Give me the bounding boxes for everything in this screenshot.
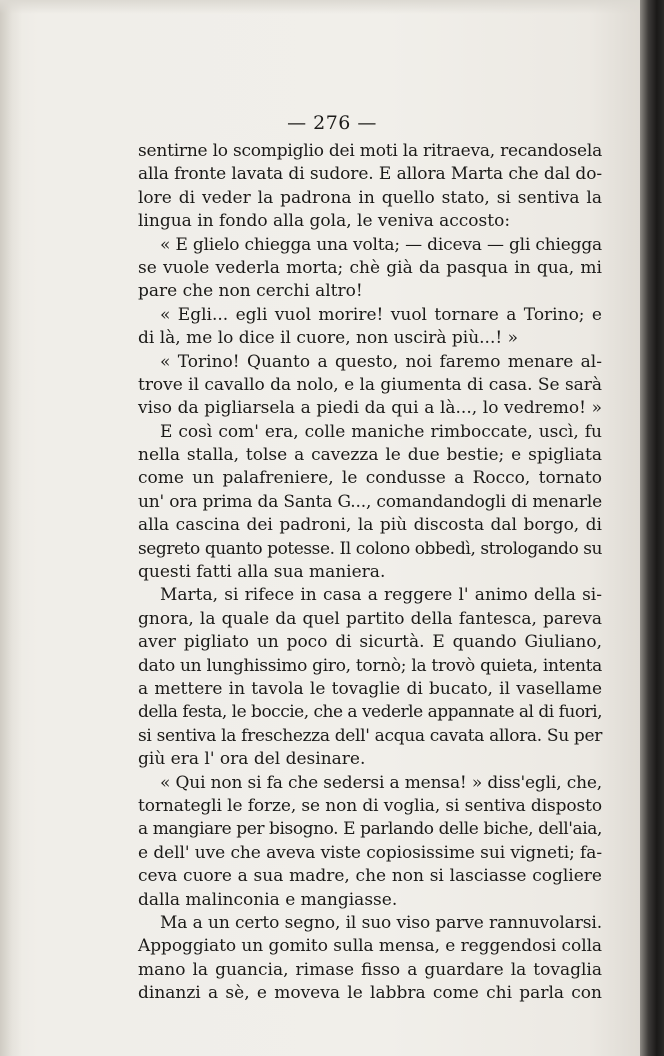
text-line: alla fronte lavata di sudore. E allora Marta che dal do- <box>138 164 603 185</box>
text-line: aver pigliato un poco di sicurtà. E quando Giuliano, <box>138 632 602 653</box>
text-line: della festa, le boccie, che a vederle appannate al di fuori, <box>138 702 603 723</box>
text-line: questi fatti alla sua maniera. <box>138 562 386 583</box>
text-line: come un palafreniere, le condusse a Rocco, tornato <box>138 468 602 489</box>
text-line: « Torino! Quanto a questo, noi faremo menare al- <box>160 351 602 372</box>
text-line: a mangiare per bisogno. E parlando delle biche, dell'aia, <box>138 819 602 840</box>
text-line: lore di veder la padrona in quello stato, si sentiva la <box>138 187 602 208</box>
body-text <box>138 140 602 1005</box>
text-line: dalla malinconia e mangiasse. <box>138 889 398 910</box>
text-line: mano la guancia, rimase fisso a guardare la tovaglia <box>138 959 602 980</box>
text-line: dinanzi a sè, e moveva le labbra come chi parla con <box>138 983 602 1004</box>
text-line: pare che non cerchi altro! <box>138 281 363 302</box>
text-line: gnora, la quale da quel partito della fantesca, pareva <box>138 608 602 629</box>
binding-shadow <box>0 0 22 1056</box>
text-line: « Egli... egli vuol morire! vuol tornare a Torino; e <box>160 304 602 325</box>
text-line: nella stalla, tolse a cavezza le due bestie; e spigliata <box>138 445 602 466</box>
text-line: « E glielo chiegga una volta; — diceva — gli chiegga <box>160 234 603 255</box>
text-line: ceva cuore a sua madre, che non si lasciasse cogliere <box>138 866 602 887</box>
text-line: « Qui non si fa che sedersi a mensa! » diss'egli, che, <box>160 772 603 793</box>
text-line: sentirne lo scompiglio dei moti la ritraeva, recandosela <box>138 141 602 161</box>
text-line: dato un lunghissimo giro, tornò; la trovò quieta, intenta <box>138 655 602 676</box>
text-line: giù era l' ora del desinare. <box>138 749 366 770</box>
text-line: se vuole vederla morta; chè già da pasqua in qua, mi <box>138 257 602 278</box>
text-line: E così com' era, colle maniche rimboccate, uscì, fu <box>160 421 602 442</box>
book-edge-shadow <box>640 0 664 1056</box>
text-line: alla cascina dei padroni, la più discosta dal borgo, di <box>138 515 602 536</box>
text-line: un' ora prima da Santa G..., comandandogli di menarle <box>138 491 602 512</box>
text-line: si sentiva la freschezza dell' acqua cavata allora. Su per <box>138 725 602 746</box>
text-line: tornategli le forze, se non di voglia, si sentiva disposto <box>138 795 602 816</box>
text-line: viso da pigliarsela a piedi da qui a là..., lo vedremo! » <box>138 398 602 419</box>
text-line: a mettere in tavola le tovaglie di bucato, il vasellame <box>138 678 602 699</box>
text-line: di là, me lo dice il cuore, non uscirà più...! » <box>138 328 518 349</box>
text-line: Appoggiato un gomito sulla mensa, e reggendosi colla <box>138 936 603 957</box>
text-line: segreto quanto potesse. Il colono obbedì, strologando su <box>138 538 603 559</box>
text-line: Ma a un certo segno, il suo viso parve rannuvolarsi. <box>160 912 602 933</box>
text-line: trove il cavallo da nolo, e la giumenta di casa. Se sarà <box>138 374 603 395</box>
page-number: — 276 — <box>287 112 377 134</box>
text-line: Marta, si rifece in casa a reggere l' animo della si- <box>160 585 602 606</box>
text-line: e dell' uve che aveva viste copiosissime sui vigneti; fa- <box>138 842 602 863</box>
text-line: lingua in fondo alla gola, le veniva accosto: <box>138 211 511 232</box>
page-top-edge <box>0 0 640 14</box>
